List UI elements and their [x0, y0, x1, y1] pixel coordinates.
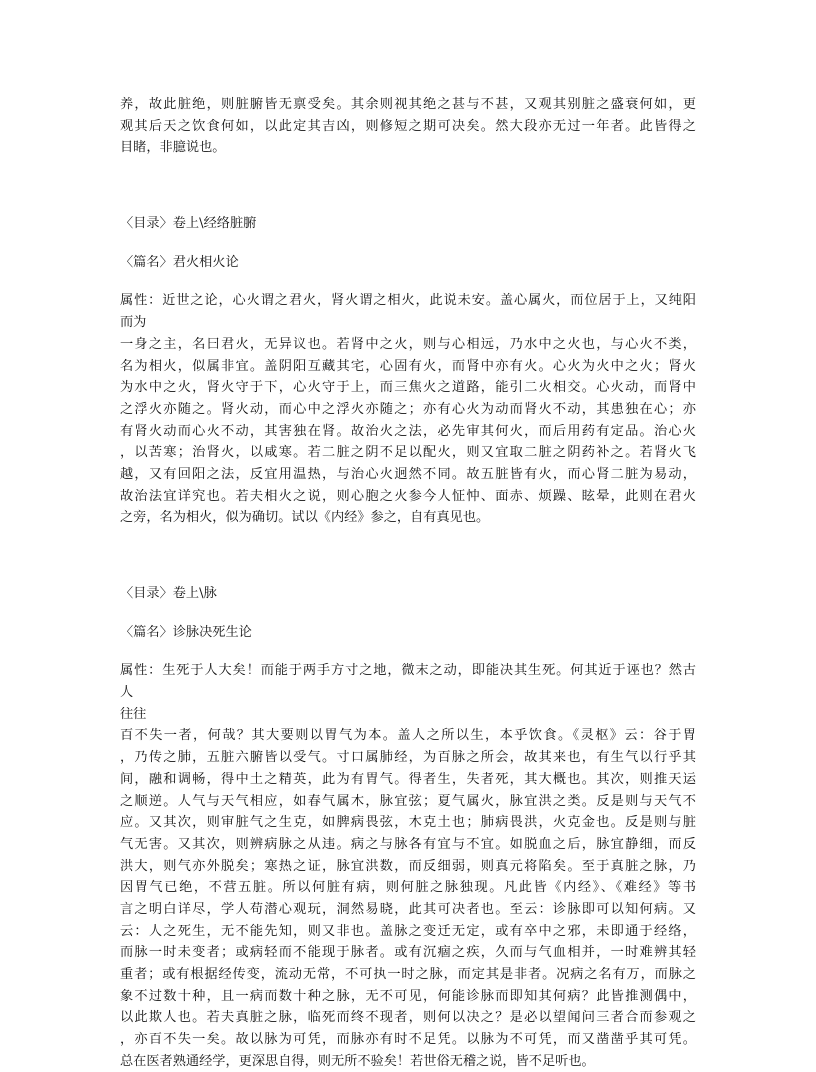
- text-line: 人: [120, 685, 134, 701]
- text-line: 之浮火亦随之。肾火动，而心中之浮火亦随之；亦有心火为动而肾火不动，其患独在心；亦: [120, 401, 696, 417]
- text-line: 越，又有回阳之法，反宜用温热，与治心火迥然不同。故五脏皆有火，而心肾二脏为易动，: [120, 466, 696, 482]
- text-line: 养，故此脏绝，则脏腑皆无禀受矣。其余则视其绝之甚与不甚，又观其别脏之盛衰何如，更: [120, 97, 696, 112]
- text-line: 有肾火动而心火不动，其害独在肾。故治火之法，必先审其何火，而后用药有定品。治心火: [120, 423, 696, 439]
- text-line: 之顺逆。人气与天气相应，如春气属木，脉宜弦；夏气属火，脉宜洪之类。反是则与天气不: [120, 793, 696, 809]
- document-page: [120, 94, 696, 1072]
- text-line: 往往: [120, 706, 147, 722]
- text-line: 而为: [120, 315, 147, 331]
- text-line: ，乃传之肺，五脏六腑皆以受气。寸口属肺经，为百脉之所会，故其来也，有生气以行乎其: [120, 750, 696, 766]
- article-title: 〈篇名〉君火相火论: [120, 254, 239, 270]
- text-line: 气无害。又其次，则辨病脉之从违。病之与脉各有宜与不宜。如脱血之后，脉宜静细，而反: [120, 836, 696, 852]
- text-line: 一身之主，名曰君火，无异议也。若肾中之火，则与心相远，乃水中之火也，与心火不类，: [120, 336, 696, 352]
- text-line: 象不过数十种，且一病而数十种之脉，无不可见，何能诊脉而即知其何病？此皆推测偶中，: [120, 988, 696, 1004]
- text-line: ，以苦寒；治肾火，以咸寒。若二脏之阴不足以配火，则又宜取二脏之阴药补之。若肾火飞: [120, 445, 696, 461]
- article-body: [120, 660, 696, 1072]
- text-line: 百不失一者，何哉？其大要则以胃气为本。盖人之所以生，本乎饮食。《灵枢》云：谷于胃: [120, 728, 696, 744]
- text-line: 云：人之死生，无不能先知，则又非也。盖脉之变迁无定，或有卒中之邪，未即通于经络，: [120, 923, 696, 939]
- catalog-heading: 〈目录〉卷上\经络脏腑: [120, 216, 257, 232]
- text-line: 属性：近世之论，心火谓之君火，肾火谓之相火，此说未安。盖心属火，而位居于上，又纯阳: [120, 293, 696, 309]
- text-line: 应。又其次，则审脏气之生克，如脾病畏弦，木克土也；肺病畏洪，火克金也。反是则与脏: [120, 815, 696, 831]
- text-line: 因胃气已绝，不营五脏。所以何脏有病，则何脏之脉独现。凡此皆《内经》、《难经》等书: [120, 880, 696, 896]
- catalog-heading: 〈目录〉卷上\脉: [120, 586, 217, 601]
- text-line: ，亦百不失一矣。故以脉为可凭，而脉亦有时不足凭。以脉为不可凭，而又凿凿乎其可凭。: [120, 1032, 696, 1048]
- text-line: 重者；或有根据经传变，流动无常，不可执一时之脉，而定其是非者。况病之名有万，而脉之: [120, 967, 696, 982]
- text-line: 间，融和调畅，得中土之精英，此为有胃气。得者生，失者死，其大概也。其次，则推天运: [120, 771, 696, 787]
- text-line: 属性：生死于人大矣！而能于两手方寸之地，微末之动，即能决其生死。何其近于诬也？然古: [120, 663, 696, 679]
- text-line: 目睹，非臆说也。: [120, 140, 226, 156]
- text-line: 言之明白详尽，学人苟潜心观玩，洞然易晓，此其可决者也。至云：诊脉即可以知何病。又: [120, 901, 696, 917]
- article-body: [120, 290, 696, 529]
- text-line: 为水中之火，肾火守于下，心火守于上，而三焦火之道路，能引二火相交。心火动，而肾中: [120, 380, 696, 396]
- text-line: 总在医者熟通经学，更深思自得，则无所不验矣！若世俗无稽之说，皆不足听也。: [120, 1053, 595, 1069]
- continuation-paragraph: [120, 94, 696, 159]
- text-line: 故治法宜详究也。若夫相火之说，则心胞之火参今人怔忡、面赤、烦躁、眩晕，此则在君火: [120, 488, 696, 504]
- text-line: 而脉一时未变者；或病轻而不能现于脉者。或有沉痼之疾，久而与气血相并，一时难辨其轻: [120, 945, 696, 961]
- text-line: 以此欺人也。若夫真脏之脉，临死而终不现者，则何以决之？是必以望闻问三者合而参观之: [120, 1010, 696, 1026]
- text-line: 之旁，名为相火，似为确切。试以《内经》参之，自有真见也。: [120, 510, 490, 526]
- text-line: 观其后天之饮食何如，以此定其吉凶，则修短之期可决矣。然大段亦无过一年者。此皆得之: [120, 118, 696, 134]
- text-line: 洪大，则气亦外脱矣；寒热之证，脉宜洪数，而反细弱，则真元将陷矣。至于真脏之脉，乃: [120, 858, 696, 874]
- text-line: 名为相火，似属非宜。盖阴阳互藏其宅，心固有火，而肾中亦有火。心火为火中之火；肾火: [120, 358, 696, 374]
- article-title: 〈篇名〉诊脉决死生论: [120, 624, 252, 640]
